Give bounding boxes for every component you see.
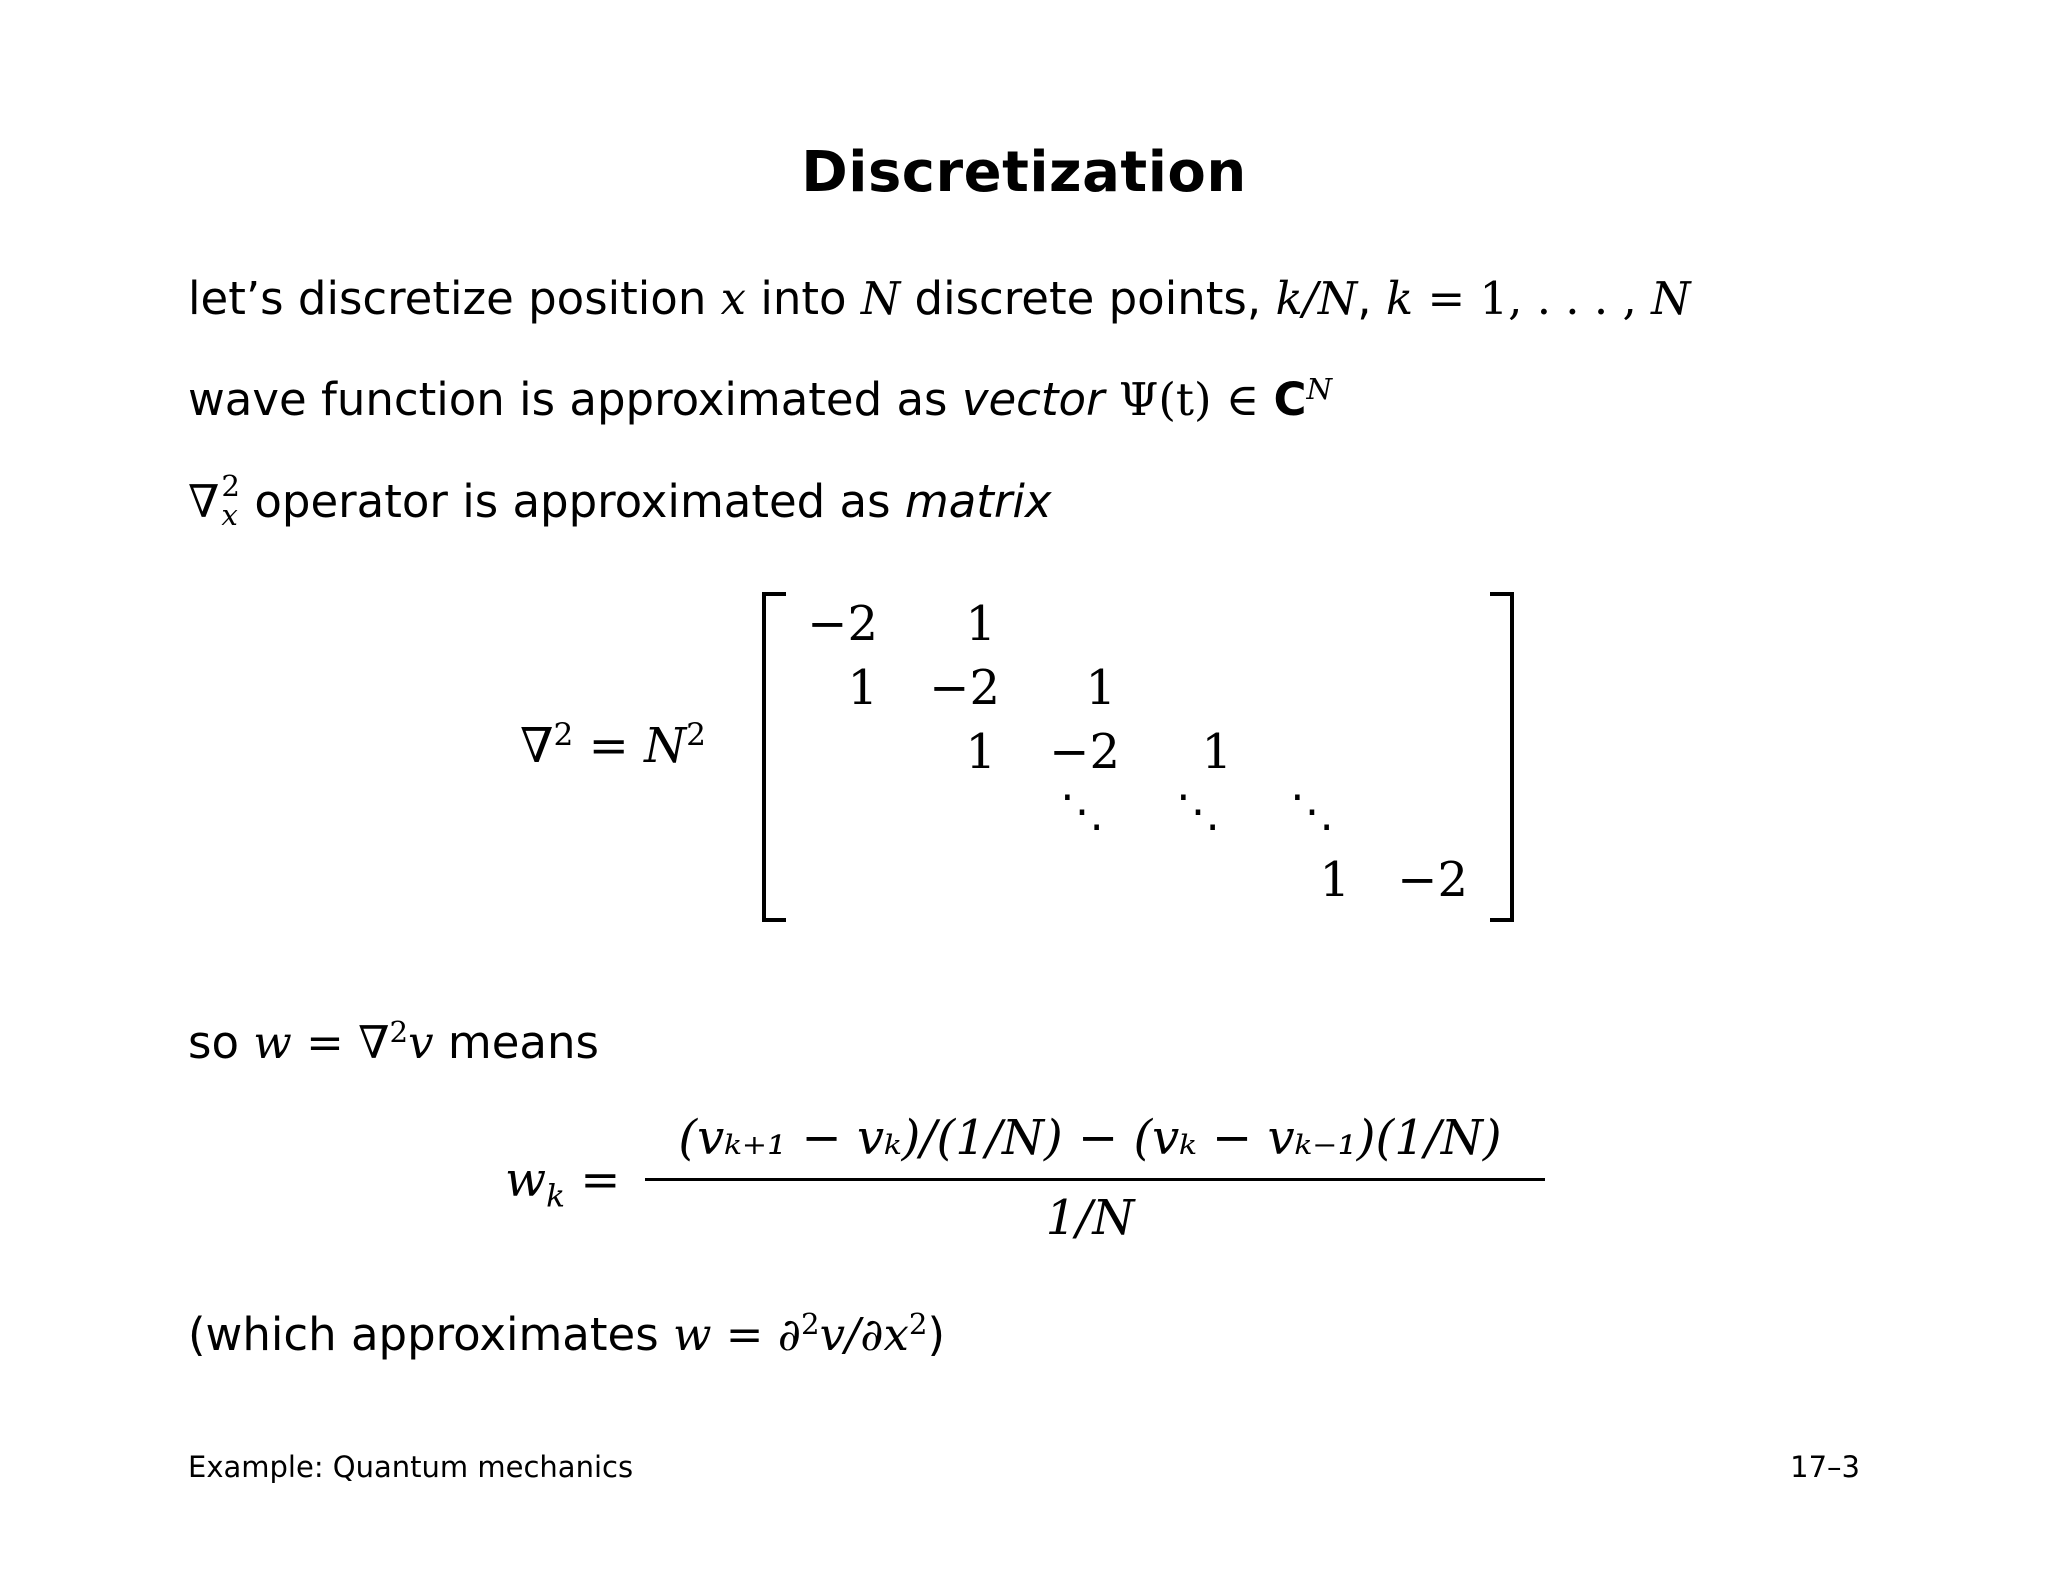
line-so-w <box>188 1016 599 1069</box>
matrix-cell: 1 <box>965 724 996 780</box>
text-fragment: ) <box>927 1308 946 1361</box>
matrix-lhs <box>520 718 706 774</box>
text-fragment: so <box>188 1016 254 1069</box>
math-eq: = <box>565 1152 621 1208</box>
matrix-cell: 1 <box>1085 660 1116 716</box>
math-sub-k: k <box>546 1178 565 1215</box>
math-nabla: ∇ <box>520 718 554 774</box>
matrix-cell: −2 <box>1397 852 1468 908</box>
emphasis-vector: vector <box>961 373 1105 426</box>
math-sup-2: 2 <box>389 1015 409 1049</box>
matrix-right-bracket <box>1490 592 1514 922</box>
math-eq-N: = N <box>573 718 687 774</box>
math-sup-2: 2 <box>221 468 241 503</box>
slide-title: Discretization <box>801 140 1247 205</box>
matrix-cell: 1 <box>1201 724 1232 780</box>
math-x: x <box>720 272 747 325</box>
matrix-dots: ⋱ <box>1290 786 1334 837</box>
matrix-cell: −2 <box>807 596 878 652</box>
math-sup-2: 2 <box>801 1307 820 1341</box>
text-fragment: let’s discretize position <box>188 272 721 325</box>
line-wave-function <box>188 373 1332 426</box>
matrix-left-bracket <box>762 592 786 922</box>
text-fragment: operator is approximated as <box>240 475 905 528</box>
math-psi: Ψ(t) ∈ <box>1104 373 1274 426</box>
text-fragment: means <box>433 1016 599 1069</box>
math-expr: w = ∂ <box>672 1308 802 1361</box>
emphasis-matrix: matrix <box>904 475 1052 528</box>
math-sup: 2 <box>686 717 706 753</box>
matrix-cell: −2 <box>929 660 1000 716</box>
math-w: w <box>253 1016 292 1069</box>
footer-page-number: 17–3 <box>1790 1450 1860 1484</box>
line-operator <box>188 468 1052 534</box>
math-range: = 1, . . . , <box>1413 272 1652 325</box>
math-N: N <box>860 272 901 325</box>
math-N: N <box>1651 272 1691 325</box>
fraction-bar <box>645 1178 1545 1181</box>
fraction-numerator: (vₖ₊₁ − vₖ)/(1/N) − (vₖ − vₖ₋₁)(1/N) <box>678 1110 1502 1166</box>
math-expr: v/∂x <box>819 1308 909 1361</box>
line-discretize-position <box>188 272 1691 325</box>
footer-section-title: Example: Quantum mechanics <box>188 1450 634 1484</box>
matrix-dots: ⋱ <box>1060 786 1104 837</box>
math-eq-nabla: = ∇ <box>291 1016 390 1069</box>
math-sup-2: 2 <box>908 1307 928 1341</box>
math-sup: 2 <box>553 717 574 753</box>
line-which-approximates <box>188 1308 945 1361</box>
matrix-dots: ⋱ <box>1176 786 1220 837</box>
math-subsup <box>221 468 241 532</box>
text-fragment: wave function is approximated as <box>188 373 962 426</box>
text-fragment: , <box>1357 272 1386 325</box>
math-k: k <box>1385 272 1414 325</box>
text-fragment: discrete points, <box>900 272 1276 325</box>
math-w: w <box>505 1152 547 1208</box>
math-v: v <box>408 1016 434 1069</box>
math-k-over-N: k/N <box>1275 272 1358 325</box>
fraction-denominator: 1/N <box>1045 1190 1135 1246</box>
math-nabla: ∇ <box>188 475 220 528</box>
math-sup-N: N <box>1306 372 1333 406</box>
text-fragment: into <box>746 272 861 325</box>
math-sub-x: x <box>221 498 238 532</box>
matrix-cell: 1 <box>847 660 878 716</box>
text-fragment: (which approximates <box>188 1308 673 1361</box>
matrix-cell: 1 <box>965 596 996 652</box>
math-C: C <box>1273 373 1307 426</box>
fraction-lhs <box>505 1152 621 1215</box>
matrix-cell: 1 <box>1319 852 1350 908</box>
matrix-cell: −2 <box>1049 724 1120 780</box>
